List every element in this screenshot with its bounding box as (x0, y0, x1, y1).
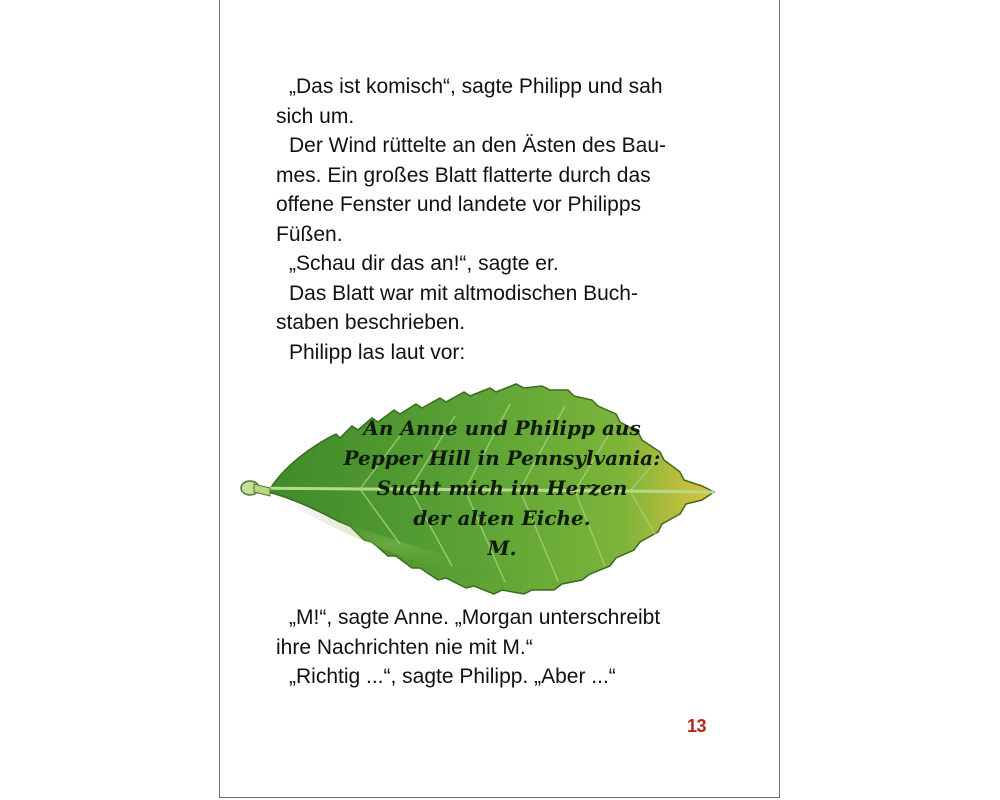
text-block-bottom (276, 603, 696, 692)
paragraph (276, 249, 696, 279)
paragraph (276, 338, 696, 368)
leaf-message-line: An Anne und Philipp aus (363, 416, 641, 440)
text-line: Füßen. (276, 222, 343, 246)
leaf-message-line: der alten Eiche. (413, 506, 591, 530)
book-page (219, 0, 780, 798)
text-line: „M!“, sagte Anne. „Morgan unterschreibt (289, 606, 661, 629)
text-line: ihre Nachrichten nie mit M.“ (276, 635, 533, 659)
leaf-message-line: Sucht mich im Herzen (376, 476, 628, 500)
text-line: „Das ist komisch“, sagte Philipp und sah (289, 75, 663, 98)
leaf-message (310, 413, 694, 563)
paragraph (276, 131, 696, 249)
leaf-message-signature: M. (487, 536, 517, 560)
text-line: Der Wind rüttelte an den Ästen des Bau- (289, 134, 667, 157)
text-block-top (276, 72, 696, 367)
text-line: offene Fenster und landete vor Philipps (276, 193, 642, 216)
leaf-illustration (240, 376, 734, 598)
text-line: „Schau dir das an!“, sagte er. (289, 252, 559, 275)
paragraph (276, 72, 696, 131)
text-line: mes. Ein großes Blatt flatterte durch das (276, 163, 651, 187)
paragraph (276, 662, 696, 692)
leaf-message-line: Pepper Hill in Pennsylvania: (343, 446, 661, 470)
page-number: 13 (687, 716, 707, 736)
text-line: Das Blatt war mit altmodischen Buch- (289, 281, 638, 305)
text-line: sich um. (276, 104, 355, 128)
text-line: staben beschrieben. (276, 311, 466, 334)
paragraph (276, 279, 696, 338)
paragraph (276, 603, 696, 662)
text-line: Philipp las laut vor: (289, 340, 466, 364)
text-line: „Richtig ...“, sagte Philipp. „Aber ...“ (289, 665, 616, 688)
